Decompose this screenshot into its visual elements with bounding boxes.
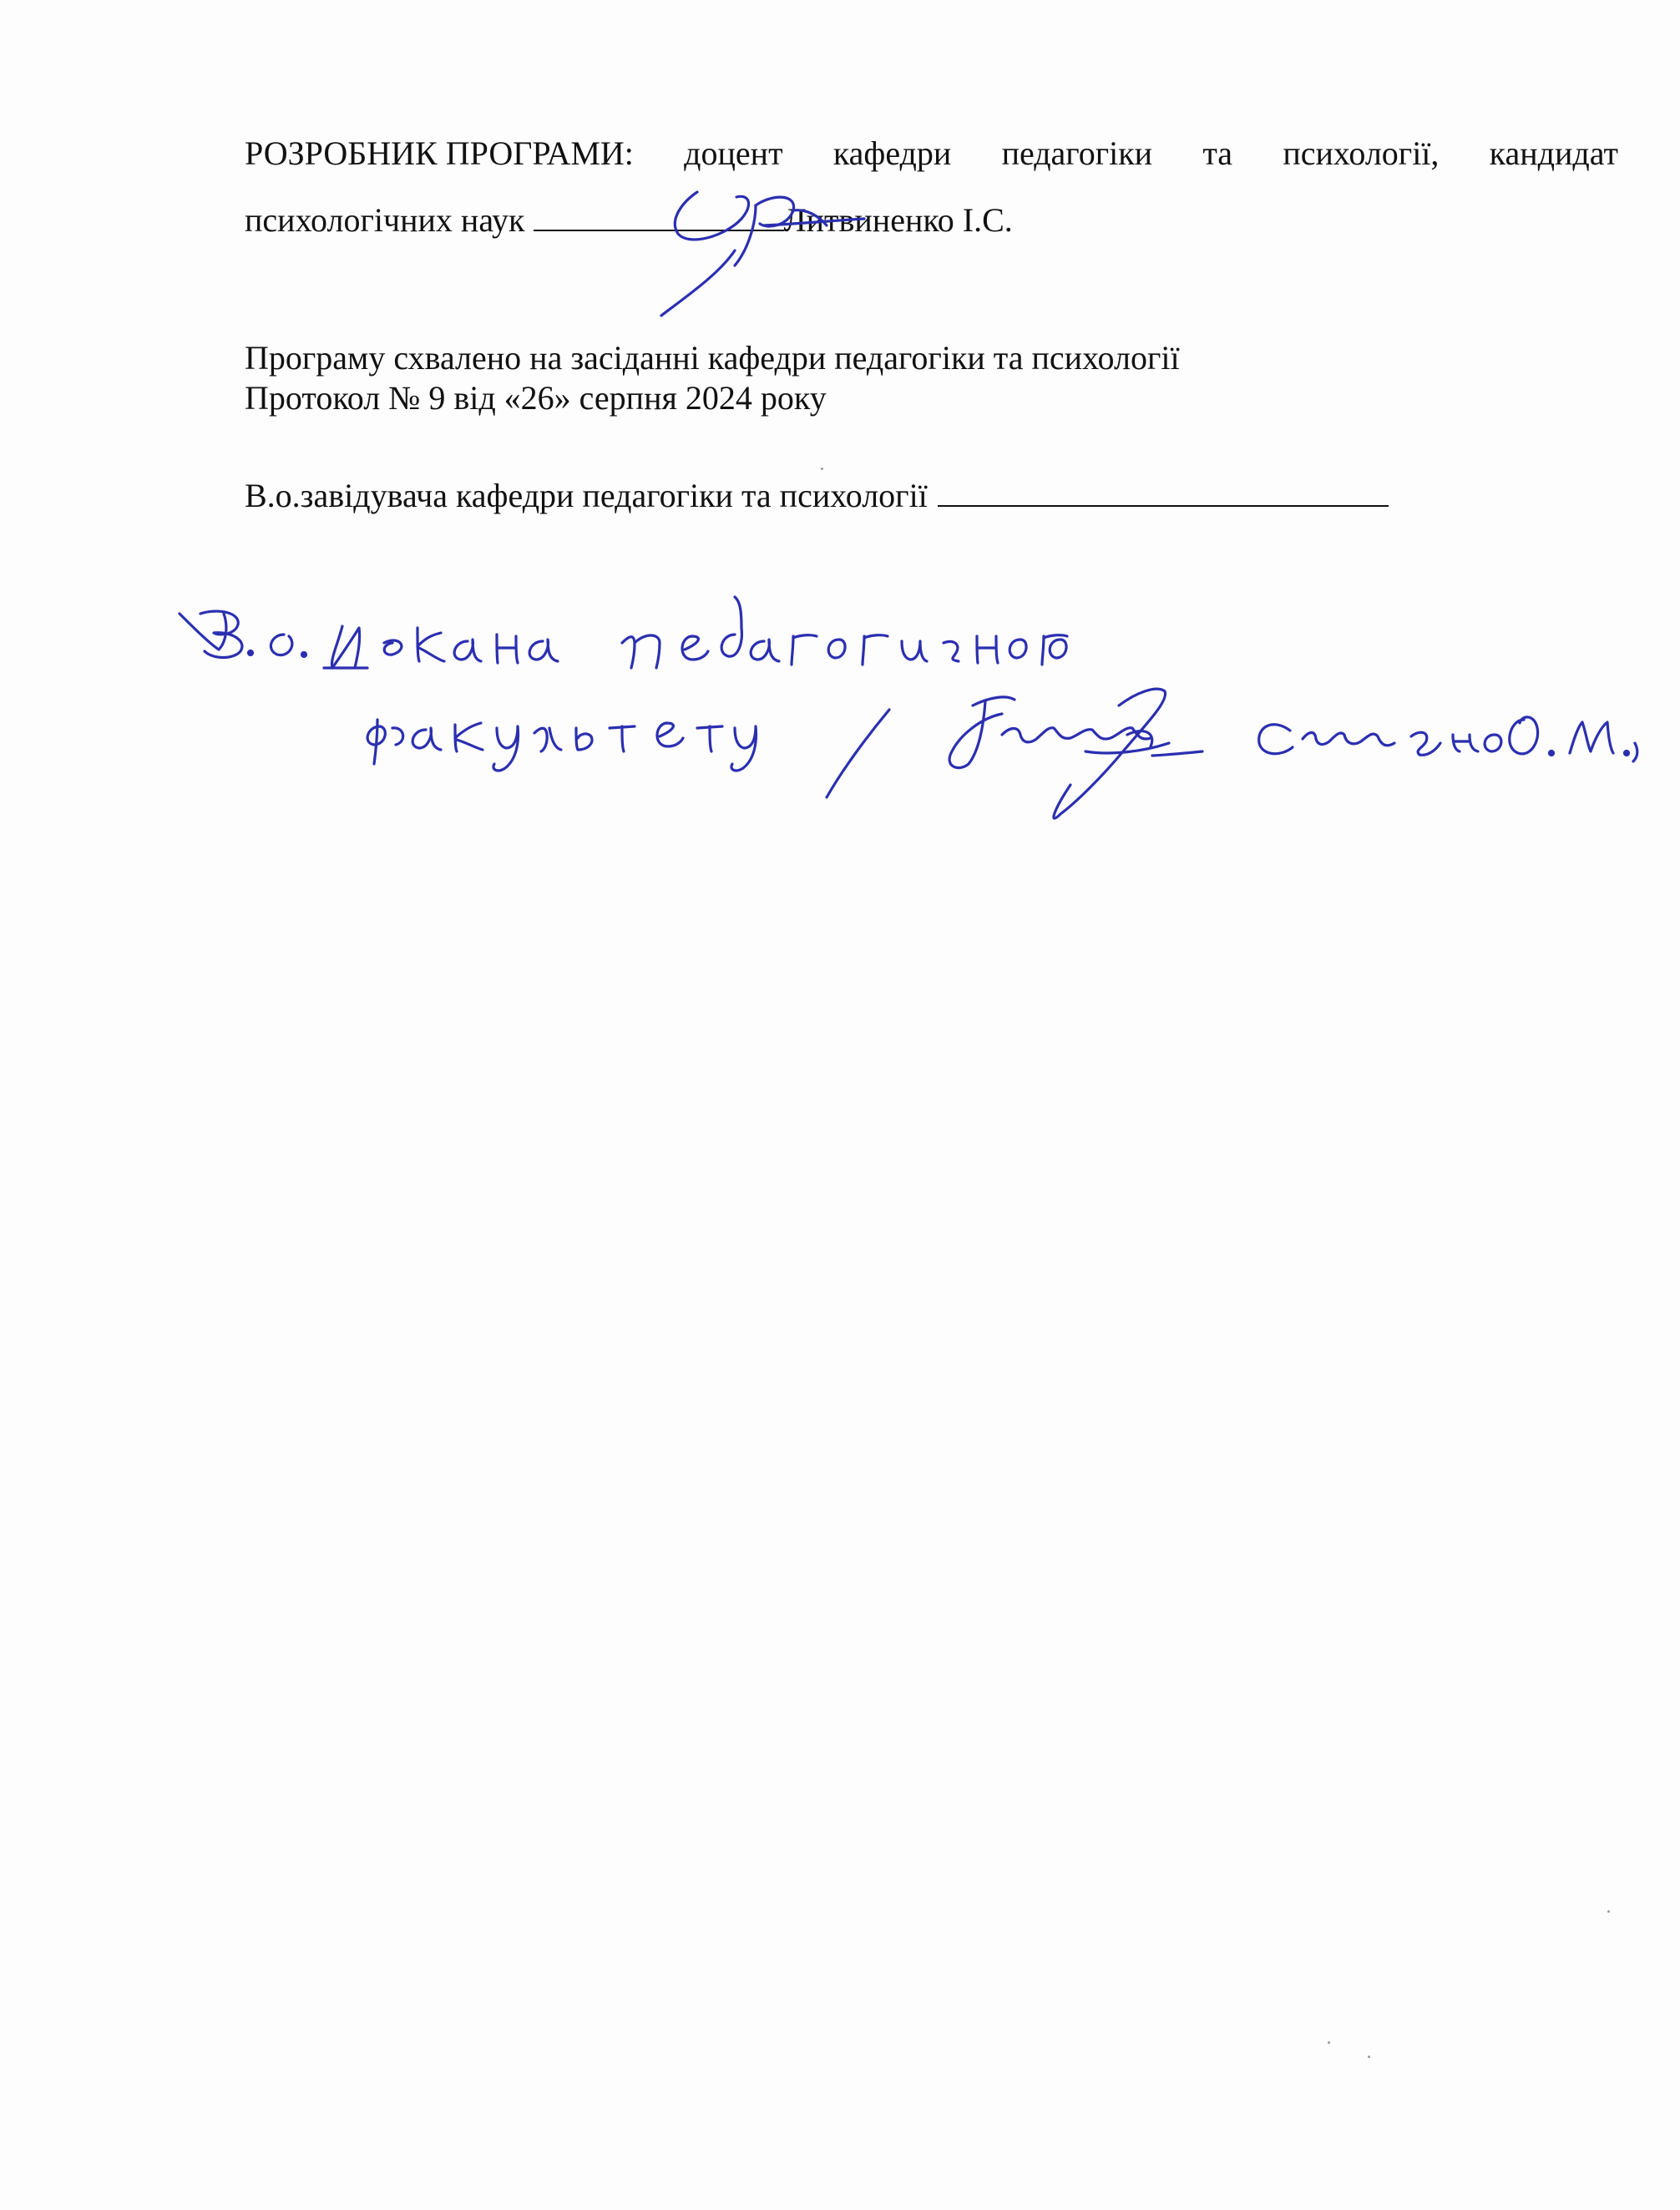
- developer-signature-line: [534, 205, 784, 231]
- scan-speck: [1368, 2056, 1370, 2058]
- handwritten-note-line-1: [180, 597, 1067, 668]
- approval-line-1: Програму схвалено на засіданні кафедри педагогіки та психології: [245, 339, 1180, 377]
- head-of-department-line: [245, 476, 1618, 516]
- developer-line-2: [245, 200, 1618, 240]
- developer-word: доцент: [684, 134, 783, 172]
- scan-speck: [1607, 1910, 1610, 1913]
- developer-label: РОЗРОБНИК ПРОГРАМИ:: [245, 134, 634, 172]
- head-of-department-label: В.о.завідувача кафедри педагогіки та психології: [245, 477, 928, 514]
- developer-word: та: [1202, 134, 1233, 172]
- head-signature-line: [938, 480, 1389, 507]
- developer-block: [245, 134, 1618, 240]
- developer-word: кандидат: [1489, 134, 1618, 172]
- dean-name-handwritten: [1259, 717, 1637, 761]
- developer-word: кафедри: [832, 134, 952, 172]
- developer-word: педагогіки: [1001, 134, 1153, 172]
- developer-name: Литвиненко І.С.: [783, 201, 1013, 239]
- approval-block: [245, 338, 1618, 418]
- protocol-line: Протокол № 9 від «26» серпня 2024 року: [245, 379, 827, 417]
- developer-line-1: [245, 134, 1618, 174]
- developer-word: психології,: [1283, 134, 1440, 172]
- developer-degree: психологічних наук: [245, 201, 525, 239]
- dean-signature: [827, 689, 1202, 818]
- handwritten-note-line-2: [367, 720, 756, 771]
- scan-speck: [1328, 2041, 1330, 2044]
- scan-speck: [821, 468, 823, 470]
